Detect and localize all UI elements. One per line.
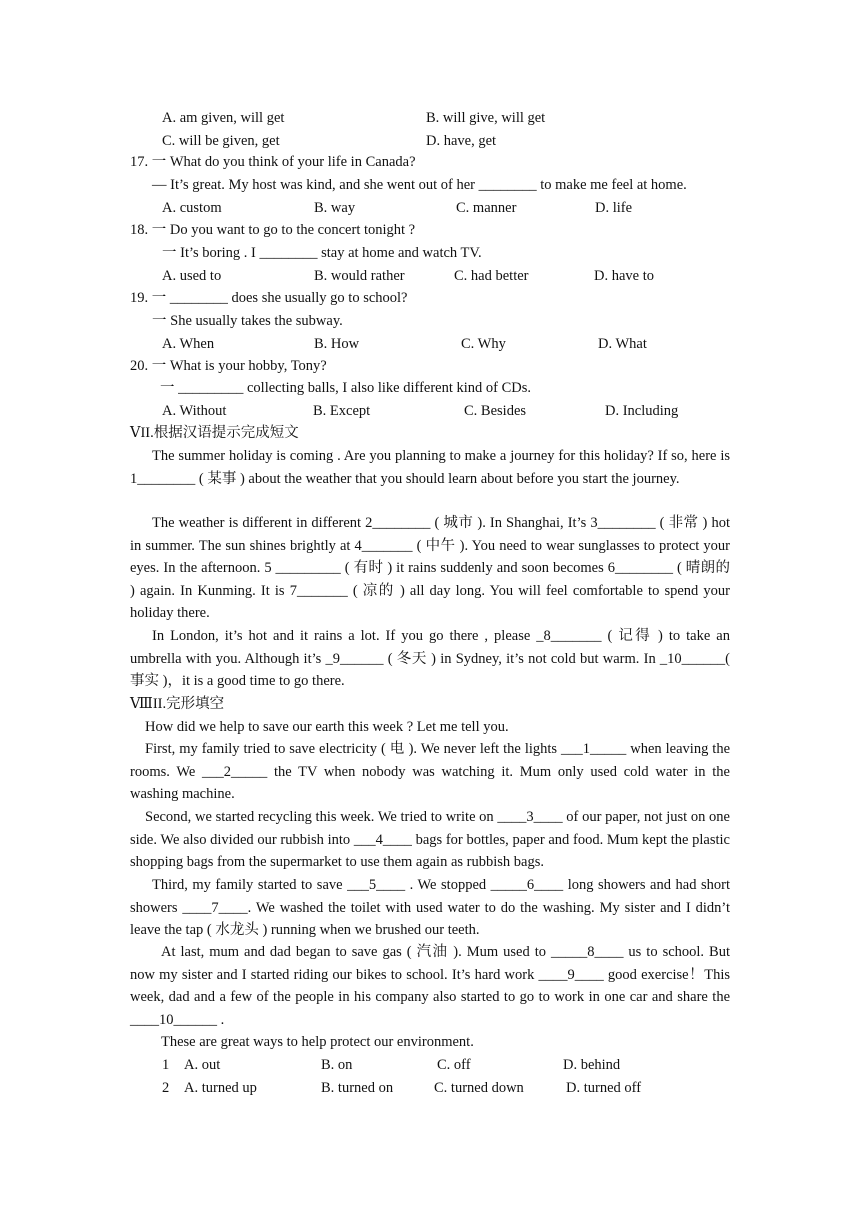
section8-paragraph-4: At last, mum and dad began to save gas ( 汽油 ). Mum used to _____8____ us to school. But now my sister and I started riding our bikes to school. It’s hard work ____9____ good exercise！This week, dad and a few of the people in his company also started to go to work in one car and share the ____10______ . (130, 944, 730, 1028)
section8-paragraph-3: Third, my family started to save ___5____ . We stopped _____6____ long showers and had short showers ____7____. We washed the toilet with used water to do the washing. My sister and I didn’t leave the tap ( 水龙头 ) running when we brushed our teeth. (130, 877, 730, 939)
section7-paragraph-2: The weather is different in different 2________ ( 城市 ). In Shanghai, It’s 3________ ( 非常 ) hot in summer. The sun shines brightly at 4_______ ( 中午 ). You need to wear sunglasses to protect your eyes. In the afternoon. 5 _________ ( 有时 ) it rains suddenly and soon becomes 6________ ( 晴朗的 ) again. In Kunming. It is 7_______ ( 凉的 ) all day long. You will feel comfortable to spend your holiday there. (130, 515, 730, 622)
cloze2-option-c: C. turned down (434, 1080, 524, 1096)
q20-question: 20. 一 What is your hobby, Tony? (130, 358, 327, 374)
q20-option-d: D. Including (605, 403, 679, 419)
section8-paragraph-2: Second, we started recycling this week. We tried to write on ____3____ of our paper, not just on one side. We also divided our rubbish into ___4____ bags for bottles, paper and food. Mum kept the plastic shopping bags from the supermarket to use them again as rubbish bags. (130, 809, 730, 871)
cloze1-number: 1 (162, 1057, 170, 1073)
q17-option-b: B. way (314, 200, 356, 216)
section7-paragraph-3: In London, it’s hot and it rains a lot. If you go there , please _8_______ ( 记得 ) to take an umbrella with you. Although it’s _9______ ( 冬天 ) in Sydney, it’s not cold but warm. In _10______( 事实 )，it is a good time to go there. (130, 628, 730, 690)
cloze1-option-d: D. behind (563, 1057, 621, 1073)
section7-paragraph-1: The summer holiday is coming . Are you planning to make a journey for this holiday? If so, here is 1________ ( 某事 ) about the weather that you should learn about before you start the journey. (130, 448, 730, 487)
cloze2-option-d: D. turned off (566, 1080, 642, 1096)
q20-option-c: C. Besides (464, 403, 527, 419)
section8-intro: How did we help to save our earth this week ? Let me tell you. (145, 719, 509, 735)
cloze1-option-c: C. off (437, 1057, 471, 1073)
section7-heading: ⅤII.根据汉语提示完成短文 (130, 425, 299, 441)
q20-option-b: B. Except (313, 403, 371, 419)
q18-option-d: D. have to (594, 268, 654, 284)
q19-question: 19. 一 ________ does she usually go to school? (130, 290, 408, 306)
section8-heading: ⅧII.完形填空 (130, 696, 225, 712)
q17-answer: — It’s great. My host was kind, and she went out of her ________ to make me feel at home. (152, 177, 687, 193)
cloze1-option-b: B. on (321, 1057, 353, 1073)
cloze2-option-b: B. turned on (321, 1080, 394, 1096)
q16-option-b: B. will give, will get (426, 110, 546, 126)
q19-option-c: C. Why (461, 336, 506, 352)
q17-question: 17. 一 What do you think of your life in Canada? (130, 154, 416, 170)
q19-option-a: A. When (162, 336, 215, 352)
q18-option-c: C. had better (454, 268, 529, 284)
q18-option-b: B. would rather (314, 268, 405, 284)
q17-option-c: C. manner (456, 200, 517, 216)
cloze2-option-a: A. turned up (184, 1080, 257, 1096)
cloze2-number: 2 (162, 1080, 170, 1096)
q20-option-a: A. Without (162, 403, 227, 419)
q16-option-a: A. am given, will get (162, 110, 285, 126)
q16-option-d: D. have, get (426, 133, 497, 149)
q16-option-c: C. will be given, get (162, 133, 280, 149)
q19-answer: 一 She usually takes the subway. (152, 313, 343, 329)
q17-option-d: D. life (595, 200, 633, 216)
q19-option-b: B. How (314, 336, 360, 352)
q19-option-d: D. What (598, 336, 647, 352)
q20-answer: 一 _________ collecting balls, I also like different kind of CDs. (160, 380, 532, 396)
cloze1-option-a: A. out (184, 1057, 221, 1073)
q18-answer: 一 It’s boring . I ________ stay at home and watch TV. (162, 245, 482, 261)
q17-option-a: A. custom (162, 200, 222, 216)
q18-option-a: A. used to (162, 268, 222, 284)
section8-paragraph-1: First, my family tried to save electricity ( 电 ). We never left the lights ___1_____ when leaving the rooms. We ___2_____ the TV when nobody was watching it. Mum only used cold water in the washing machine. (130, 741, 730, 803)
section8-closing: These are great ways to help protect our environment. (161, 1034, 474, 1050)
q18-question: 18. 一 Do you want to go to the concert tonight ? (130, 222, 416, 238)
